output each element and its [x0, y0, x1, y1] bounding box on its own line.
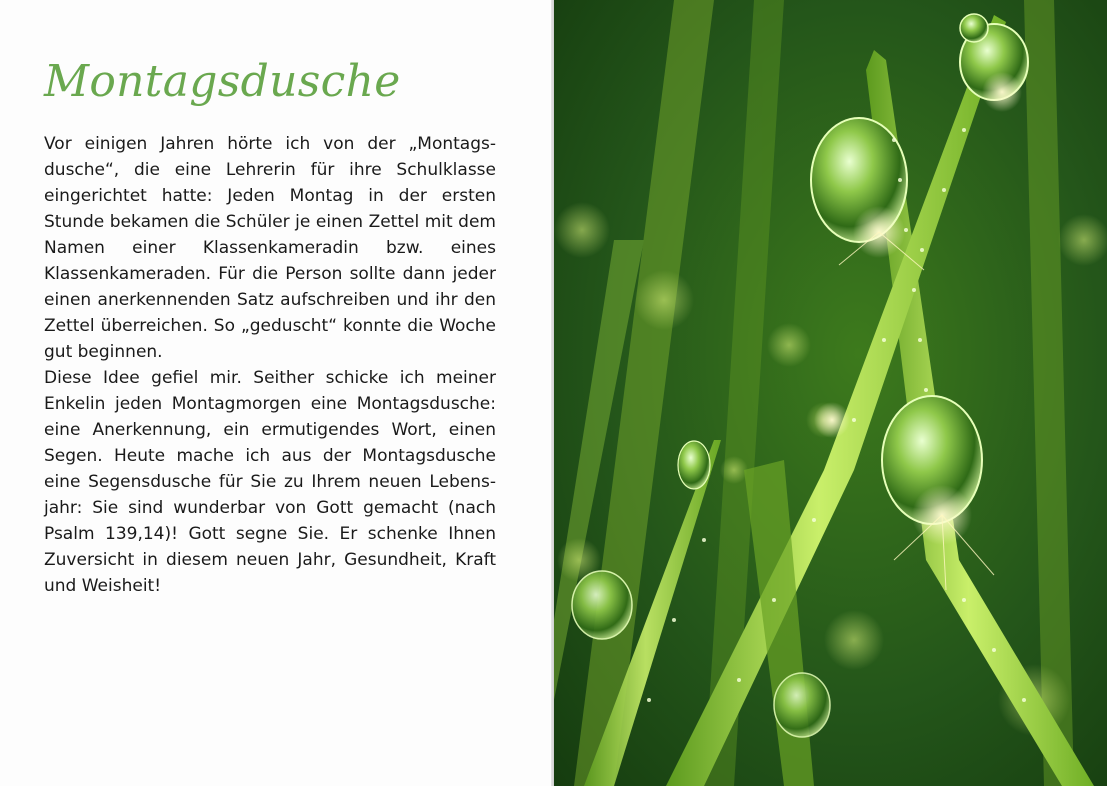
dew-drops-illustration: [554, 0, 1107, 786]
body-text: [44, 131, 496, 599]
text-page: [0, 0, 553, 786]
paragraph-1: Vor einigen Jahren hörte ich von der „Montags-dusche“, die eine Lehrerin für ihre Schulklasse eingerichtet hatte: Jeden Montag in der ersten Stunde bekamen die Schüler je einen Zettel mit dem Namen einer Klassenkameradin bzw. eines Klassenkameraden. Für die Person sollte dann jeder einen anerkennenden Satz aufschreiben und ihr den Zettel überreichen. So „geduscht“ konnte die Woche gut beginnen.: [44, 134, 496, 362]
paragraph-2: Diese Idee gefiel mir. Seither schicke ich meiner Enkelin jeden Montagmorgen eine Montagsdusche: eine Anerkennung, ein ermutigendes Wort, einen Segen. Heute mache ich aus der Montagsdusche eine Segensdusche für Sie zu Ihrem neuen Lebens-jahr: Sie sind wunderbar von Gott gemacht (nach Psalm 139,14)! Gott segne Sie. Er schenke Ihnen Zuversicht in diesem neuen Jahr, Gesundheit, Kraft und Weisheit!: [44, 368, 496, 596]
dew-drops-photo: [554, 0, 1107, 786]
page-title: Montagsdusche: [44, 56, 401, 107]
